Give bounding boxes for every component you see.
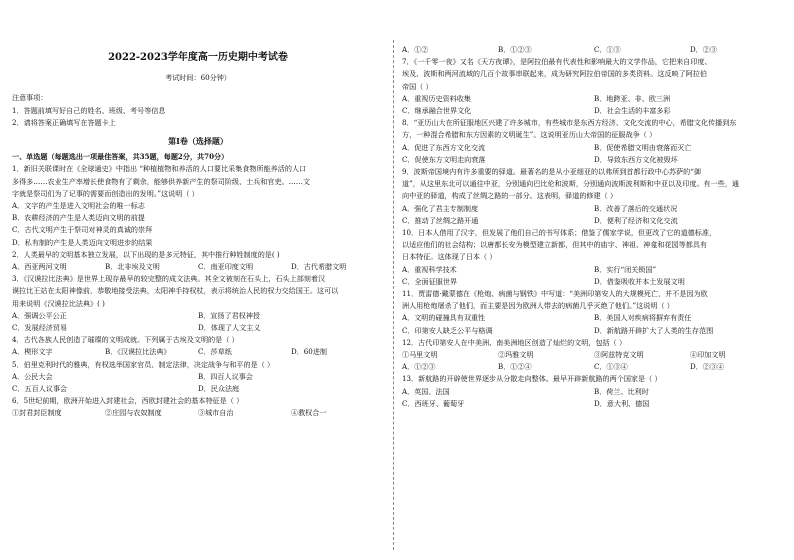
option: A．文明的碰撞具有双重性: [402, 313, 486, 323]
options-row: [12, 407, 384, 419]
question-text: 以适应他们的社会结构；以唐都长安为模型建立新都，但其中的庙宇、神祖、神龛和花园等都具有: [402, 240, 708, 250]
option: C．西班牙、葡萄牙: [402, 398, 465, 408]
option: B．实行“闭关锁国”: [594, 264, 657, 274]
option: ②玛雅文明: [498, 350, 534, 360]
question-text: 5．伯里克利时代的雅典，有权选举国家官员、制定法律，决定战争与和平的是（ ）: [12, 359, 275, 369]
option: C．继承融合世界文化: [402, 106, 472, 116]
options-row: [12, 346, 384, 358]
option: D．便利了经济和文化交流: [594, 215, 678, 225]
question-text: 2．人类最早的文明基本独立发展，以下出现的是多元特征，其中推行种姓制度的是( ): [12, 249, 280, 259]
options-row: [402, 361, 786, 373]
notice-item: 2．请将答案正确填写在答题卡上: [12, 117, 116, 127]
option: A．强化了君主专制制度: [402, 203, 479, 213]
question-text: 3．《汉谟拉比法典》是世界上现存最早的较完整的成文法典。其全文被刻在石头上，石头上部刻着汉: [12, 274, 326, 284]
options-row: [402, 203, 786, 215]
options-row: [12, 261, 384, 273]
options-row: [402, 386, 786, 398]
option: A．西亚两河文明: [12, 262, 67, 272]
question-text: 字就是祭司们为了记事的需要而创造出的发明。”这说明（ ）: [12, 188, 199, 198]
option: C．促使东方文明走向衰落: [402, 154, 486, 164]
option: B．促使希腊文明由衰落而灭亡: [594, 142, 692, 152]
left-column: [12, 40, 384, 420]
option: A．楔形文字: [12, 347, 53, 357]
option: D．意大利、德国: [594, 398, 650, 408]
question-text: 13．新航路的开辟使世界逐步从分散走向整体。最早开辟新航路的两个国家是（ ）: [402, 374, 662, 384]
option: C．莎草纸: [198, 347, 232, 357]
option: ①封君封臣制度: [12, 408, 62, 418]
options-row: [402, 349, 786, 361]
option: D．古代希腊文明: [291, 262, 347, 272]
options-row: [402, 142, 786, 154]
options-row: [12, 371, 384, 383]
option: ②庄园与农奴制度: [105, 408, 162, 418]
options-row: [402, 215, 786, 227]
option: C．南亚印度文明: [198, 262, 254, 272]
option: C．古代文明产生于祭司对神灵的真诚的崇拜: [12, 225, 153, 235]
option: D．新航路开辟扩大了人类的生存范围: [594, 325, 714, 335]
question-text: 7．《一千零一夜》又名《天方夜谭》，是阿拉伯最有代表性和影响最大的文学作品，它把来自印度、: [402, 57, 712, 67]
option: A．重视历史资料收集: [402, 93, 471, 103]
option: D．②③: [690, 45, 717, 54]
question-text: 埃及、波斯和两河流域的几百个故事串联起来，成为研究阿拉伯帝国的多类资料。这反映了阿拉伯: [402, 69, 708, 79]
options-row: [402, 105, 786, 117]
option: D．私有制的产生是人类迈向文明进步的结果: [12, 237, 153, 247]
option: ①马里文明: [402, 350, 438, 360]
option: A．英国、法国: [402, 386, 450, 396]
page-title: 2022-2023学年度高一历史期中考试卷: [108, 52, 288, 63]
question-text: 帝国（ ）: [402, 81, 433, 91]
option: D．借鉴吸收并本土发展文明: [594, 276, 685, 286]
option: A．强调公平公正: [12, 310, 67, 320]
option: C．推动了丝绸之路开通: [402, 215, 479, 225]
option: A．①②: [402, 45, 429, 54]
notice-heading: 注意事项：: [12, 93, 48, 103]
options-row: [402, 312, 786, 324]
question-text: 8．“亚历山大在所征服地区兴建了许多城市，有些城市是东西方经济、文化交流的中心，希腊文化传播到东: [402, 118, 737, 128]
question-text: 11．贾雷德·戴蒙德在《枪炮、病菌与钢铁》中写道：“美洲印第安人的大规模死亡，并不是因为欧: [402, 289, 708, 299]
option: D．体现了人文主义: [198, 323, 261, 333]
option: D．②③④: [690, 362, 725, 372]
exam-time: 考试时间：60分钟）: [165, 73, 231, 83]
options-row: [12, 322, 384, 334]
question-text: 12．古代印第安人在中美洲、南美洲地区创造了灿烂的文明，包括（ ）: [402, 337, 627, 347]
question-text: 9．波斯帝国境内有许多重要的驿道。最著名的是从小亚细亚的以弗所到首都行政中心苏萨的“御: [402, 167, 701, 177]
option: B．北非埃及文明: [105, 262, 160, 272]
option: C．①③: [594, 45, 621, 54]
option: B．农耕经济的产生是人类迈向文明的前提: [12, 213, 145, 223]
option: ③阿兹特克文明: [594, 350, 644, 360]
option: B．地跨亚、非、欧三洲: [594, 93, 671, 103]
options-row: [402, 93, 786, 105]
options-row: [402, 264, 786, 276]
option: C．五百人议事会: [12, 384, 68, 394]
options-row: [402, 154, 786, 166]
section-heading: 第I卷（选择题）: [168, 136, 228, 147]
right-column: [402, 44, 786, 410]
question-text: 多得多……农业生产率增长使食物有了剩余，能够供养新产生的祭司阶级、士兵和官吏。……文: [12, 176, 310, 186]
option: B．改善了落后的交通状况: [594, 203, 678, 213]
option: ④印加文明: [690, 350, 726, 360]
option: B．宣扬了君权神授: [198, 310, 260, 320]
question-text: 4．古代各族人民创造了璀璨的文明成就。下列属于古埃及文明的是（ ）: [12, 335, 239, 345]
question-text: 道”，从这里东北可以通往中亚，分别通向巴比伦和波斯，分别通向波斯波利斯和中亚以及印度。有一些，通: [402, 179, 740, 189]
option: A．重视科学技术: [402, 264, 457, 274]
option: A．促进了东西方文化交流: [402, 142, 486, 152]
option: ③城市自治: [198, 408, 234, 418]
question-text: 洲人用枪炮屠杀了他们，而主要是因为欧洲人带去的病菌几乎灭绝了他们。”这说明（ ）: [402, 301, 674, 311]
notice-item: 1．答题前填写好自己的姓名、班级、考号等信息: [12, 105, 166, 115]
option: D．民众法庭: [198, 384, 240, 394]
option: ④教权合一: [291, 408, 327, 418]
option: B．美国人对疾病将摒弃有责任: [594, 313, 692, 323]
option: D．60进制: [291, 347, 327, 357]
option: B．荷兰、比利时: [594, 386, 649, 396]
question-text: 10．日本人借用了汉字，但发展了他们自己的书写体系；借鉴了儒家学说，但更改了它的道德标准，: [402, 228, 717, 238]
options-row: [402, 398, 786, 410]
part-heading: 一、单选题（每题选出一项最佳答案，共35题，每题2分，共70分）: [12, 152, 229, 162]
options-row: [12, 310, 384, 322]
options-row: [402, 325, 786, 337]
question-text: 谟拉比王站在太阳神像前，恭敬地接受法典，太阳神手持权杖，表示将统治人民的权力交给国王。这可以: [12, 286, 339, 296]
option: C．发展经济贸易: [12, 323, 68, 333]
option: A．①②③: [402, 362, 436, 372]
question-text: 日本特征。这体现了日本（ ）: [402, 252, 497, 262]
question-text: 用来说明《汉谟拉比法典》( ): [12, 298, 105, 308]
option: B．《汉谟拉比法典》: [105, 347, 171, 357]
options-row: [402, 276, 786, 288]
question-text: 方，一种混合希腊和东方因素的文明诞生”。这说明亚历山大帝国的征服战争（ ）: [402, 130, 657, 140]
option: C．印第安人缺乏公平与格调: [402, 325, 493, 335]
option: C．①③④: [594, 362, 628, 372]
question-text: 向中亚的驿道，构成了丝绸之路的一部分。这表明，驿道的修建（ ）: [402, 191, 618, 201]
option: D．社会生活的丰富多彩: [594, 106, 671, 116]
options-row: [402, 44, 786, 56]
option: A．文字的产生是进入文明社会的唯一标志: [12, 201, 145, 211]
option: B．①②④: [498, 362, 532, 372]
option: C．全面征服世界: [402, 276, 458, 286]
option: B．①②③: [498, 45, 532, 54]
options-row: [12, 383, 384, 395]
question-text: 1．新旧关联课时在《全球通史》中指出 “种植植物和养活的人口要比采集食物所能养活的人口: [12, 164, 307, 174]
option: A．公民大会: [12, 371, 53, 381]
column-divider: [393, 40, 394, 550]
question-text: 6．5世纪前期，欧洲开始进入封建社会，西欧封建社会的基本特征是（ ）: [12, 396, 244, 406]
option: B．四百人议事会: [198, 371, 253, 381]
option: D．导致东西方文化被毁坏: [594, 154, 678, 164]
